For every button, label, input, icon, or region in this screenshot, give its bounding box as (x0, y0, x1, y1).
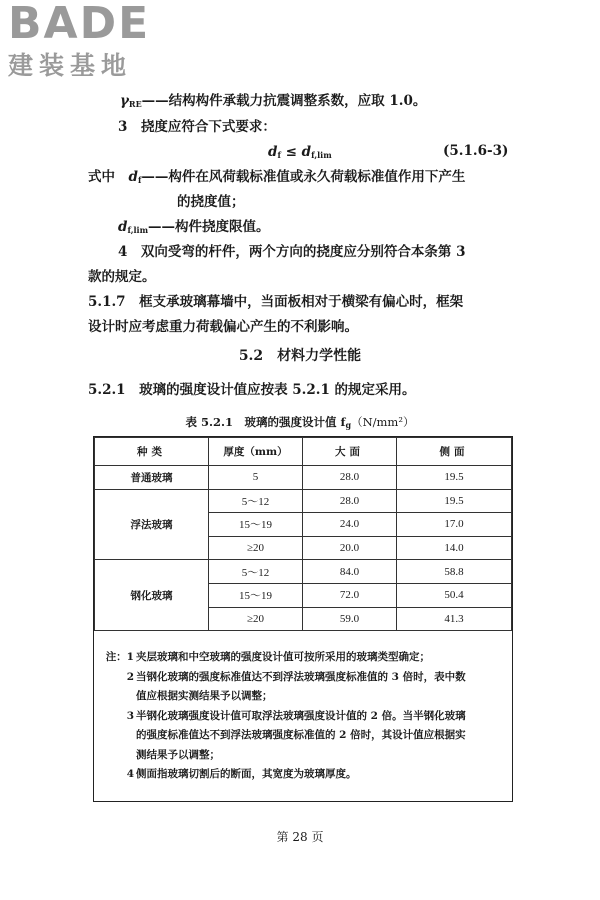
page-number: 第 28 页 (276, 830, 324, 844)
clause-5-1-7-text: 5.1.7 框支承玻璃幕墙中，当面板相对于横梁有偏心时，框架 (88, 294, 464, 310)
clause-5-1-7-text-cont: 设计时应考虑重力荷载偏心产生的不利影响。 (88, 319, 358, 335)
note-line: 测结果予以调整； (136, 748, 220, 761)
deflection-equation (268, 143, 332, 164)
cell-thickness: 15～19 (209, 583, 303, 607)
note-item (104, 648, 504, 668)
gamma-subscript: RE (128, 99, 142, 109)
eq-symbol-d: d (268, 144, 278, 160)
cell-glass-type: 浮法玻璃 (95, 489, 209, 560)
df-symbol: d (128, 169, 138, 185)
note-number: 注：1 (105, 651, 134, 663)
df-definition-cont: 的挠度值； (177, 194, 245, 210)
logo-wordmark: BADE (8, 0, 151, 49)
eq-operator: ≤ (280, 144, 302, 160)
cell-thickness: 5～12 (209, 560, 303, 584)
cell-edge-strength: 19.5 (397, 489, 512, 513)
dflim-symbol: d (118, 219, 128, 235)
cell-thickness: ≥20 (209, 607, 303, 631)
note-line: 夹层玻璃和中空玻璃的强度设计值可按所采用的玻璃类型确定； (136, 651, 430, 663)
dflim-definition (118, 218, 270, 239)
note-item (104, 765, 504, 785)
where-label: 式中 (88, 169, 129, 185)
table-title (0, 414, 600, 430)
cell-thickness: 5～12 (209, 489, 303, 513)
clause-4-text: 4 双向受弯的杆件，两个方向的挠度应分别符合本条第 3 (118, 244, 466, 260)
cell-thickness: 15～19 (209, 513, 303, 537)
clause-5-2-1-text: 5.2.1 玻璃的强度设计值应按表 5.2.1 的规定采用。 (88, 382, 416, 398)
note-line: 的强度标准值达不到浮法玻璃强度标准值的 2 倍时，其设计值应根据实 (136, 729, 466, 741)
note-line: 值应根据实测结果予以调整； (136, 690, 273, 702)
note-number: 3 (126, 709, 134, 722)
clause-3-text: 3 挠度应符合下式要求： (118, 119, 276, 135)
equation-number: (5.1.6-3) (443, 143, 509, 159)
eq-symbol-d-limit: d (301, 144, 312, 160)
df-definition (88, 168, 465, 189)
df-definition-text: ——构件在风荷载标准值或永久荷载标准值作用下产生 (141, 169, 466, 185)
note-line: 半钢化玻璃强度设计值可取浮法玻璃强度设计值的 2 倍。当半钢化玻璃 (136, 709, 466, 722)
table-title-text: 表 5.2.1 玻璃的强度设计值 f (185, 415, 346, 429)
cell-face-strength: 28.0 (303, 466, 397, 490)
table-row (95, 489, 512, 513)
cell-face-strength: 20.0 (303, 536, 397, 560)
table-row (95, 466, 512, 490)
note-line: 侧面指玻璃切割后的断面，其宽度为玻璃厚度。 (136, 768, 357, 780)
cell-edge-strength: 14.0 (397, 536, 512, 560)
cell-face-strength: 28.0 (303, 489, 397, 513)
table-header-row (95, 438, 512, 466)
bade-logo (8, 2, 178, 94)
note-item (104, 707, 504, 766)
dflim-definition-text: ——构件挠度限值。 (148, 219, 270, 235)
cell-face-strength: 72.0 (303, 583, 397, 607)
note-item (104, 668, 504, 707)
table-title-subscript: g (345, 420, 352, 430)
eq-sub-flim: f,lim (311, 150, 332, 160)
section-heading: 5.2 材料力学性能 (238, 348, 362, 364)
table-title-unit: （N/mm²） (351, 415, 415, 429)
dflim-subscript: f,lim (127, 225, 149, 235)
cell-face-strength: 59.0 (303, 607, 397, 631)
header-type: 种类 (95, 438, 209, 466)
note-line: 当钢化玻璃的强度标准值达不到浮法玻璃强度标准值的 3 倍时，表中数 (136, 670, 466, 683)
note-number: 4 (126, 768, 134, 780)
cell-face-strength: 84.0 (303, 560, 397, 584)
cell-edge-strength: 41.3 (397, 607, 512, 631)
glass-strength-table (94, 437, 512, 631)
cell-edge-strength: 50.4 (397, 583, 512, 607)
gamma-definition-text: ——结构构件承载力抗震调整系数，应取 1.0。 (141, 93, 427, 109)
clause-4-text-cont: 款的规定。 (88, 269, 156, 285)
logo-subtitle: 建装基地 (8, 51, 133, 80)
cell-glass-type: 普通玻璃 (95, 466, 209, 490)
gamma-symbol: γ (120, 93, 129, 109)
cell-edge-strength: 19.5 (397, 466, 512, 490)
cell-glass-type: 钢化玻璃 (95, 560, 209, 631)
header-face: 大面 (303, 438, 397, 466)
gamma-re-definition (120, 92, 426, 113)
table-row (95, 560, 512, 584)
cell-thickness: 5 (209, 466, 303, 490)
cell-face-strength: 24.0 (303, 513, 397, 537)
note-number: 2 (126, 670, 134, 683)
cell-edge-strength: 17.0 (397, 513, 512, 537)
cell-thickness: ≥20 (209, 536, 303, 560)
cell-edge-strength: 58.8 (397, 560, 512, 584)
header-edge: 侧面 (397, 438, 512, 466)
header-thickness: 厚度（mm） (209, 438, 303, 466)
eq-sub-f: f (277, 150, 281, 160)
table-notes (104, 648, 504, 785)
df-subscript: f (137, 175, 142, 185)
